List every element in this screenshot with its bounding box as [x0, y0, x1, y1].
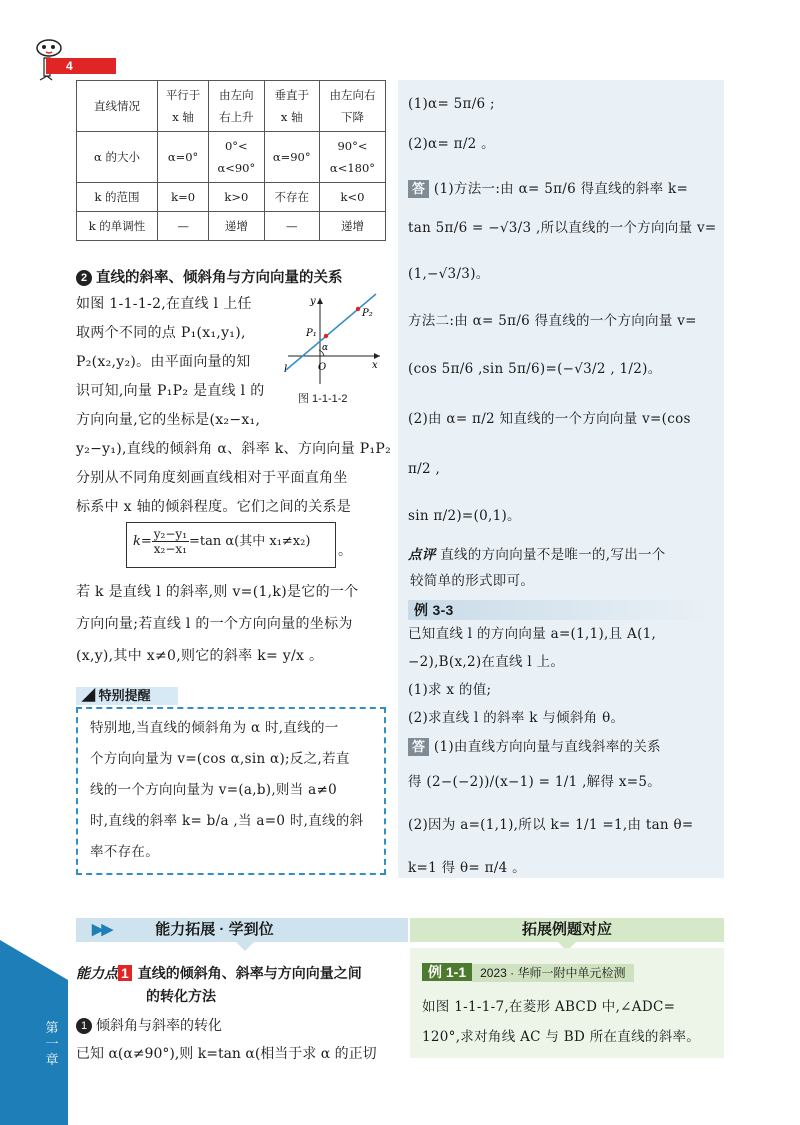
table-cell: 90°< α<180° [319, 132, 385, 183]
fig-label-p1: P₁ [306, 328, 317, 339]
paragraph-line: 取两个不同的点 P₁(x₁,y₁), [76, 325, 246, 341]
comment-label: 点评 [408, 547, 436, 562]
formula-fraction: $\frac{\text{y₂−y₁}}{\text{x₂−x₁}}$ [153, 527, 188, 556]
table-row [77, 212, 386, 241]
table-cell: 由左向 右上升 [209, 81, 264, 132]
table-cell: — [264, 212, 319, 241]
answer-line: (cos 5π/6 ,sin 5π/6)=(−√3/2 , 1/2)。 [408, 361, 662, 377]
tip-line: 特别地,当直线的倾斜角为 α 时,直线的一 [90, 720, 339, 736]
question-1: (1)α= 5π/6 ; [408, 96, 495, 112]
fig-label-y: y [310, 296, 316, 307]
example-line: 如图 1-1-1-7,在菱形 ABCD 中,∠ADC= [422, 999, 676, 1015]
fig-label-o: O [318, 362, 327, 373]
answer-badge: 答 [408, 738, 429, 756]
formula-k: k= [133, 534, 152, 549]
tip-label: ◢ 特别提醒 [76, 687, 178, 705]
table-cell: 递增 [319, 212, 385, 241]
fig-label-x: x [372, 360, 378, 371]
table-cell: — [158, 212, 209, 241]
comment-line: 较简单的形式即可。 [410, 573, 535, 589]
figure-caption: 图 1-1-1-2 [298, 393, 348, 405]
table-cell: k>0 [209, 183, 264, 212]
paragraph-line: 标系中 x 轴的倾斜程度。它们之间的关系是 [76, 499, 352, 515]
ability-number: 1 [118, 965, 132, 981]
table-cell: 直线情况 [77, 81, 158, 132]
subsection-text: 已知 α(α≠90°),则 k=tan α(相当于求 α 的正切 [76, 1046, 377, 1062]
tip-box [76, 707, 386, 875]
chapter-label: 第一章 [45, 1020, 59, 1067]
subsection-number: 1 [76, 1018, 92, 1034]
answer-line: (2)由 α= π/2 知直线的一个方向向量 v=(cos π/2 , [408, 411, 691, 477]
right-content [408, 86, 718, 888]
table-row [77, 132, 386, 183]
ability-title: 直线的倾斜角、斜率与方向向量之间 [137, 965, 362, 981]
example-line: 120°,求对角线 AC 与 BD 所在直线的斜率。 [422, 1029, 701, 1045]
example-1-1-title: 例 1-1 [422, 963, 472, 981]
answer-line: 答 (1)由直线方向向量与直线斜率的关系 [408, 732, 718, 762]
slope-table [76, 80, 386, 241]
paragraph-line: 方向向量;若直线 l 的一个方向向量的坐标为 [76, 616, 353, 632]
banner-ability-text: 能力拓展 · 学到位 [155, 921, 274, 938]
example-line: 已知直线 l 的方向向量 a=(1,1),且 A(1, [408, 626, 657, 642]
question-2: (2)α= π/2 。 [408, 136, 495, 152]
banner-examples: 拓展例题对应 [410, 918, 724, 942]
answer-line: k=1 得 θ= π/4 。 [408, 860, 526, 876]
paragraph-line: 如图 1-1-1-2,在直线 l 上任 [76, 296, 252, 312]
section-heading [76, 266, 343, 287]
ability-point [76, 962, 396, 1068]
answer-line: (1,−√3/3)。 [408, 266, 490, 282]
table-cell: α=0° [158, 132, 209, 183]
answer-line: tan 5π/6 = −√3/3 ,所以直线的一个方向向量 v= [408, 220, 717, 236]
ability-label: 能力点 [76, 965, 118, 981]
arrow-icon: ▶▶ [92, 921, 112, 938]
table-row [77, 183, 386, 212]
answer-badge: 答 [408, 180, 429, 198]
figure-1-1-1-2 [280, 290, 386, 405]
slope-formula-box [126, 522, 336, 568]
paragraph-line: (x,y),其中 x≠0,则它的斜率 k= y/x 。 [76, 648, 324, 664]
example-1-1-card [410, 948, 724, 1058]
section-body-after [76, 576, 396, 672]
example-line: (2)求直线 l 的斜率 k 与倾斜角 θ。 [408, 710, 625, 726]
table-cell: 由左向右 下降 [319, 81, 385, 132]
table-cell: α 的大小 [77, 132, 158, 183]
table-cell: α=90° [264, 132, 319, 183]
example-line: (1)求 x 的值; [408, 682, 492, 698]
table-cell: k 的单调性 [77, 212, 158, 241]
example-source: 2023 · 华师一附中单元检测 [472, 964, 633, 982]
example-line: −2),B(x,2)在直线 l 上。 [408, 654, 565, 670]
table-cell: k=0 [158, 183, 209, 212]
subsection-heading [76, 1011, 396, 1040]
table-cell: 0°< α<90° [209, 132, 264, 183]
tip-line: 时,直线的斜率 k= b/a ,当 a=0 时,直线的斜 [90, 813, 364, 829]
tip-line: 个方向向量为 v=(cos α,sin α);反之,若直 [90, 751, 350, 767]
paragraph-line: y₂−y₁),直线的倾斜角 α、斜率 k、方向向量 P₁P₂ [76, 441, 392, 457]
paragraph-line: 识可知,向量 P₁P₂ 是直线 l 的 [76, 383, 265, 399]
paragraph-line: P₂(x₂,y₂)。由平面向量的知 [76, 354, 251, 370]
subsection-title: 倾斜角与斜率的转化 [96, 1017, 222, 1033]
fig-label-p2: P₂ [362, 308, 373, 319]
answer-line: 答 (1)方法一:由 α= 5π/6 得直线的斜率 k= [408, 172, 718, 206]
fig-label-l: l [284, 364, 288, 375]
paragraph-line: 方向向量,它的坐标是(x₂−x₁, [76, 412, 261, 428]
formula-end: 。 [338, 543, 352, 559]
tip-line: 率不存在。 [90, 844, 159, 860]
table-cell: k 的范围 [77, 183, 158, 212]
banner-ability [76, 918, 408, 942]
answer-line: sin π/2)=(0,1)。 [408, 508, 521, 524]
table-cell: 平行于 x 轴 [158, 81, 209, 132]
table-cell: 垂直于 x 轴 [264, 81, 319, 132]
fig-label-alpha: α [322, 343, 329, 353]
section-title: 直线的斜率、倾斜角与方向向量的关系 [96, 270, 343, 286]
formula-rest: =tan α(其中 x₁≠x₂) [189, 534, 311, 549]
table-row [77, 81, 386, 132]
section-number: 2 [76, 270, 92, 286]
tip-line: 线的一个方向向量为 v=(a,b),则当 a≠0 [90, 782, 337, 798]
comment-line: 点评 直线的方向向量不是唯一的,写出一个 [408, 547, 666, 563]
paragraph-line: 若 k 是直线 l 的斜率,则 v=(1,k)是它的一个 [76, 584, 359, 600]
table-cell: 不存在 [264, 183, 319, 212]
answer-line: 方法二:由 α= 5π/6 得直线的一个方向向量 v= [408, 313, 697, 329]
page-number: 4 [46, 58, 116, 74]
example-3-3-title: 例 3-3 [408, 600, 718, 620]
ability-title-line2: 的转化方法 [146, 988, 216, 1004]
table-cell: 递增 [209, 212, 264, 241]
paragraph-line: 分别从不同角度刻画直线相对于平面直角坐 [76, 470, 348, 486]
answer-line: (2)因为 a=(1,1),所以 k= 1/1 =1,由 tan θ= [408, 817, 694, 833]
answer-line: 得 (2−(−2))/(x−1) = 1/1 ,解得 x=5。 [408, 774, 662, 790]
table-cell: k<0 [319, 183, 385, 212]
banner-pointer-icon [236, 942, 254, 951]
